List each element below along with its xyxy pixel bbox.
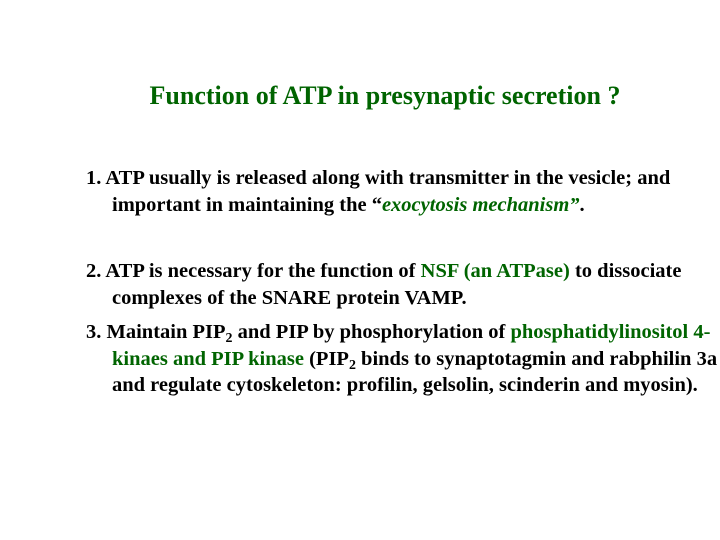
item-1-text-a: ATP usually is released along with transmitter in the vesicle; and important in maintaining the “: [105, 167, 671, 216]
list-item-1: [86, 165, 720, 218]
item-2-text-a: ATP is necessary for the function of: [105, 260, 421, 282]
item-number-2: 2.: [86, 260, 102, 282]
list-item-2: [86, 258, 720, 311]
item-3-text-a: Maintain PIP: [106, 321, 226, 343]
item-number-1: 1.: [86, 167, 102, 189]
item-2-text-b: to dissociate complexes of the SNARE protein VAMP.: [112, 260, 682, 309]
item-3-highlight: phosphatidylinositol 4-kinaes and PIP kinase: [112, 321, 711, 370]
item-1-emphasis: exocytosis mechanism”: [381, 193, 580, 216]
item-2-highlight: NSF (an ATPase): [420, 260, 570, 282]
item-3-text-b: and PIP by phosphorylation of: [232, 321, 511, 343]
list-item-3: [86, 319, 720, 399]
item-3-text-d: binds to synaptotagmin and rabphilin 3a and regulate cytoskeleton: profilin, gelsolin, scinderin and myosin).: [112, 347, 718, 396]
item-number-3: 3.: [86, 321, 102, 343]
item-3-subscript-b: 2: [348, 357, 356, 373]
item-3-text-c: (PIP: [303, 347, 349, 370]
item-1-text-b: .: [579, 193, 585, 216]
slide-title: Function of ATP in presynaptic secretion ?: [149, 81, 621, 110]
item-3-subscript-a: 2: [225, 331, 233, 347]
